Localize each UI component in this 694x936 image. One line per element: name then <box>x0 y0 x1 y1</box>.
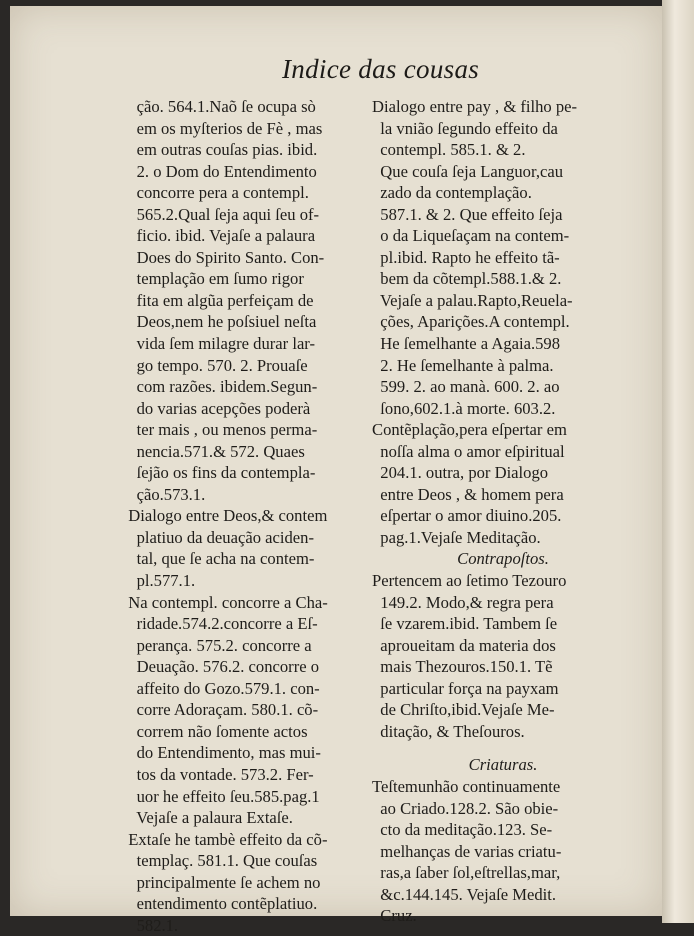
text-line: ao Criado.128.2. São obie- <box>372 798 559 818</box>
text-line: Deos,nem he poſsiuel neſta <box>120 312 317 332</box>
text-line: 587.1. & 2. Que effeito ſeja <box>372 204 563 224</box>
text-line: Vejaſe a palau.Rapto,Reuela- <box>372 290 573 310</box>
text-line: contempl. 585.1. & 2. <box>372 140 526 160</box>
text-line: ção. 564.1.Naõ ſe ocupa sò <box>120 97 316 116</box>
text-line: cto da meditação.123. Se- <box>372 820 553 840</box>
page-header: Indice das cousas <box>282 54 480 84</box>
text-line: Contẽplação,pera eſpertar em <box>372 420 567 440</box>
text-line: pl.577.1. <box>120 571 196 591</box>
text-line: ções, Aparições.A contempl. <box>372 312 570 332</box>
text-line: principalmente ſe achem no <box>120 872 321 892</box>
text-line: Cruz. <box>372 906 417 926</box>
section-heading: Contrapoſtos. <box>457 549 549 569</box>
text-line: com razões. ibidem.Segun- <box>120 377 318 397</box>
text-line: affeito do Gozo.579.1. con- <box>120 678 320 698</box>
text-line: vida ſem milagre durar lar- <box>120 334 316 354</box>
text-line: perança. 575.2. concorre a <box>120 635 312 655</box>
text-line: Que couſa ſeja Languor,cau <box>372 161 563 181</box>
section-heading: Criaturas. <box>468 755 538 775</box>
text-line: pl.ibid. Rapto he effeito tã- <box>372 247 560 267</box>
text-line: tos da vontade. 573.2. Fer- <box>120 764 314 784</box>
text-line: fita em algũa perfeiçam de <box>120 290 314 310</box>
text-line: corre Adoraçam. 580.1. cõ- <box>120 700 319 720</box>
text-line: 582.1. <box>120 915 179 935</box>
section-spacer <box>372 742 634 754</box>
text-line: la vnião ſegundo effeito da <box>372 118 558 138</box>
text-line: zado da contemplação. <box>372 183 532 203</box>
text-line: 599. 2. ao manà. 600. 2. ao <box>372 377 560 397</box>
text-line: correm não ſomente actos <box>120 721 308 741</box>
text-line: 565.2.Qual ſeja aqui ſeu of- <box>120 204 320 224</box>
text-line: templação em ſumo rigor <box>120 269 304 289</box>
text-line: templaç. 581.1. Que couſas <box>120 851 318 871</box>
text-line: Dialogo entre Deos,& contem <box>120 506 328 526</box>
text-line: ter mais , ou menos perma- <box>120 420 318 440</box>
text-line: mais Thezouros.150.1. Tẽ <box>372 657 553 677</box>
text-line: Na contempl. concorre a Cha- <box>120 592 328 612</box>
text-line: ficio. ibid. Vejaſe a palaura <box>120 226 316 246</box>
text-line: ſono,602.1.à morte. 603.2. <box>372 398 556 418</box>
text-line: He ſemelhante a Agaia.598 <box>372 334 560 354</box>
text-line: particular força na payxam <box>372 678 559 698</box>
text-line: ſe vzarem.ibid. Tambem ſe <box>372 614 558 634</box>
text-line: entendimento contẽplatiuo. <box>120 894 318 914</box>
text-line: Dialogo entre pay , & filho pe- <box>372 97 578 116</box>
text-line: 204.1. outra, por Dialogo <box>372 463 549 483</box>
text-line: eſpertar o amor diuino.205. <box>372 506 562 526</box>
text-line: Teſtemunhão continuamente <box>372 776 561 796</box>
text-line: Pertencem ao ſetimo Tezouro <box>372 571 567 591</box>
text-line: Extaſe he tambè effeito da cõ- <box>120 829 328 849</box>
text-line: concorre pera a contempl. <box>120 183 309 203</box>
text-line: ridade.574.2.concorre a Eſ- <box>120 614 318 634</box>
text-line: noſſa alma o amor eſpiritual <box>372 441 565 461</box>
text-line: Does do Spirito Santo. Con- <box>120 247 325 267</box>
text-line: aproueitam da materia dos <box>372 635 556 655</box>
text-line: go tempo. 570. 2. Prouaſe <box>120 355 308 375</box>
text-line: &c.144.145. Vejaſe Medit. <box>372 884 557 904</box>
text-line: ſejão os fins da contempla- <box>120 463 316 483</box>
text-line: entre Deos , & homem pera <box>372 484 564 504</box>
text-line: pag.1.Vejaſe Meditação. <box>372 527 541 547</box>
text-line: tal, que ſe acha na contem- <box>120 549 315 569</box>
text-line: em os myſterios de Fè , mas <box>120 118 323 138</box>
text-line: em outras couſas pias. ibid. <box>120 140 318 160</box>
text-line: melhanças de varias criatu- <box>372 841 562 861</box>
text-line: uor he effeito ſeu.585.pag.1 <box>120 786 320 806</box>
text-line: ção.573.1. <box>120 484 206 504</box>
text-line: ditação, & Theſouros. <box>372 721 525 741</box>
page-edge <box>662 0 694 923</box>
text-line: 149.2. Modo,& regra pera <box>372 592 554 612</box>
text-line: o da Liqueſaçam na contem- <box>372 226 570 246</box>
text-line: platiuo da deuação aciden- <box>120 527 314 547</box>
text-line: bem da cõtempl.588.1.& 2. <box>372 269 562 289</box>
left-column <box>120 96 375 936</box>
text-line: do Entendimento, mas mui- <box>120 743 321 763</box>
text-line: de Chriſto,ibid.Vejaſe Me- <box>372 700 555 720</box>
text-line: Deuação. 576.2. concorre o <box>120 657 320 677</box>
text-line: ras,a ſaber ſol,eſtrellas,mar, <box>372 863 561 883</box>
text-line: do varias acepções poderà <box>120 398 311 418</box>
text-line: nencia.571.& 572. Quaes <box>120 441 305 461</box>
right-column <box>372 96 634 927</box>
text-line: Vejaſe a palaura Extaſe. <box>120 808 293 828</box>
text-line: 2. o Dom do Entendimento <box>120 161 317 181</box>
text-line: 2. He ſemelhante à palma. <box>372 355 554 375</box>
